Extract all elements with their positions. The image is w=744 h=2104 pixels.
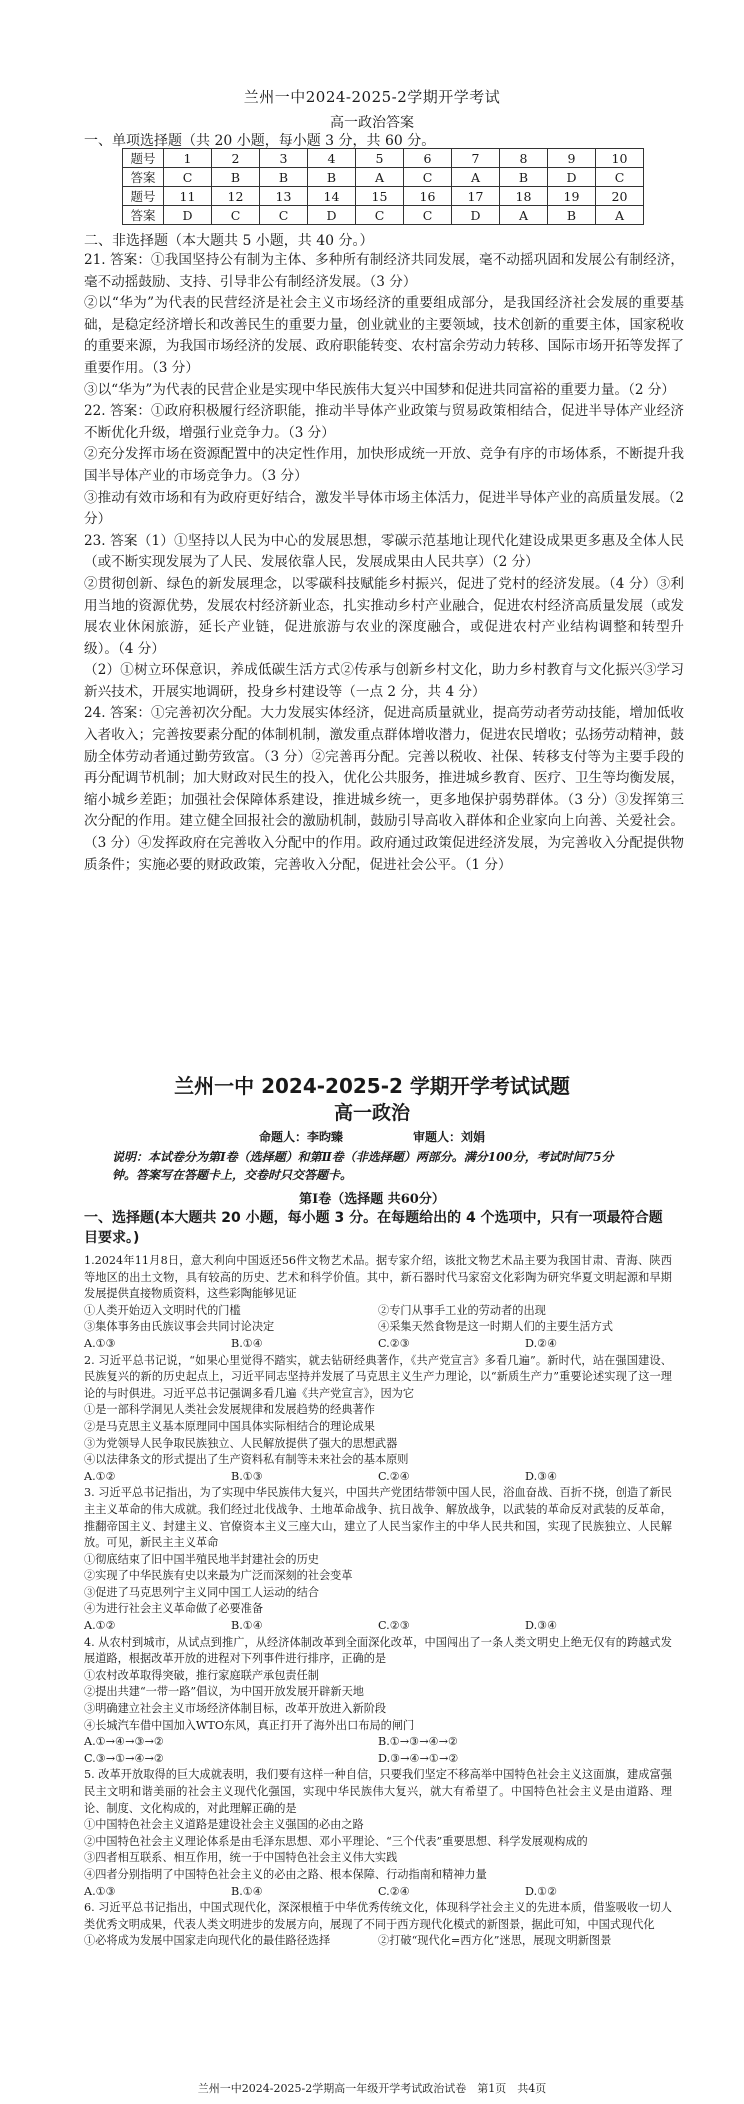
question-option: ②实现了中华民族有史以来最为广泛而深刻的社会变革 xyxy=(84,1569,353,1583)
answer-choice: C.②③ xyxy=(378,1619,410,1633)
question-stem: 2. 习近平总书记说，“如果心里觉得不踏实，就去钻研经典著作，《共产党宣言》多看几遍”。新时代，站在强国建设、民族复兴的新的历史起点上，习近平同志坚持并发展了马克思主义生产力理论，以“新质生产力”重要论述实现了这一理论的与时俱进。习近平总书记强调多看几遍《共产党宣言》，因为它 xyxy=(84,1353,672,1400)
question-list xyxy=(84,1253,672,1950)
answer-choice: D.③④ xyxy=(525,1469,558,1483)
answer-table-cell: D xyxy=(164,206,212,225)
answer-table-cell: 18 xyxy=(500,187,548,206)
exam-title: 兰州一中 2024-2025-2 学期开学考试试题 xyxy=(174,1074,570,1098)
answer-paragraph: ②充分发挥市场在资源配置中的决定性作用，加快形成统一开放、竞争有序的市场体系，不断提升我国半导体产业的市场竞争力。（3 分） xyxy=(84,446,684,484)
answer-table-row xyxy=(123,149,644,168)
exam-reviewer: 审题人：刘娟 xyxy=(413,1130,486,1144)
answer-sheet-subtitle: 高一政治答案 xyxy=(330,115,414,131)
answer-table-cell: D xyxy=(452,206,500,225)
question-option: ③明确建立社会主义市场经济体制目标，改革开放进入新阶段 xyxy=(84,1702,387,1716)
choice-section-heading: 一、选择题(本大题共 20 小题，每小题 3 分。在每题给出的 4 个选项中，只有一项最符合题目要求。) xyxy=(84,1210,663,1246)
answer-body xyxy=(84,250,684,876)
answer-table-row xyxy=(123,206,644,225)
answer-table-cell: 16 xyxy=(404,187,452,206)
answer-table xyxy=(122,148,644,225)
answer-paragraph: 24. 答案：①完善初次分配。大力发展实体经济，促进高质量就业，提高劳动者劳动技能，增加低收入者收入；完善按要素分配的体制机制，激发重点群体增收潜力，促进农民增收；弘扬劳动精神，鼓励全体劳动者通过勤劳致富。（3 分）②完善再分配。完善以税收、社保、转移支付等为主要手段的再分配调节机制；加大财政对民生的投入，优化公共服务，推进城乡教育、医疗、卫生等均衡发展，缩小城乡差距；加强社会保障体系建设，推进城乡统一，更多地保护弱势群体。（3 分）③发挥第三次分配的作用。建立健全回报社会的激励机制，鼓励引导高收入群体和企业家向上向善、关爱社会。（3 分）④发挥政府在完善收入分配中的作用。政府通过政策促进经济发展，为完善收入分配提供物质条件；实施必要的财政政策，完善收入分配，促进社会公平。（1 分） xyxy=(84,705,684,873)
question-stem: 6. 习近平总书记指出，中国式现代化，深深根植于中华优秀传统文化，体现科学社会主义的先进本质，借鉴吸收一切人类优秀文明成果，代表人类文明进步的发展方向，展现了不同于西方现代化模式的新图景，据此可知，中国式现代化 xyxy=(84,1901,672,1931)
answer-table-cell: D xyxy=(308,206,356,225)
page-footer: 兰州一中2024-2025-2学期高一年级开学考试政治试卷 第1页 共4页 xyxy=(197,2082,547,2095)
answer-choice: A.①② xyxy=(84,1619,116,1633)
answer-choice: C.②④ xyxy=(378,1884,410,1898)
answer-table-row-header: 答案 xyxy=(123,206,164,225)
answer-table-row-header: 题号 xyxy=(123,149,164,168)
question-option: ②专门从事手工业的劳动者的出现 xyxy=(378,1303,546,1317)
answer-table-cell: B xyxy=(548,206,596,225)
answer-choice: C.②③ xyxy=(378,1336,410,1350)
question-stem: 5. 改革开放取得的巨大成就表明，我们要有这样一种自信，只要我们坚定不移高举中国特色社会主义这面旗，建成富强民主文明和谐美丽的社会主义现代化强国，实现中华民族伟大复兴，就大有希望了。中国特色社会主义是由道路、理论、制度、文化构成的，对此理解正确的是 xyxy=(84,1768,672,1815)
answer-table-cell: 4 xyxy=(308,149,356,168)
answer-choice: B.①→③→④→② xyxy=(378,1735,459,1749)
exam-notice: 说明：本试卷分为第Ⅰ卷（选择题）和第Ⅱ卷（非选择题）两部分。满分100分，考试时间75分钟。答案写在答题卡上，交卷时只交答题卡。 xyxy=(112,1150,614,1182)
question-stem: 1.2024年11月8日，意大利向中国返还56件文物艺术品。据专家介绍，该批文物艺术品主要为我国甘肃、青海、陕西等地区的出土文物，具有较高的历史、艺术和科学价值。其中，新石器时代马家窑文化彩陶为研究华夏文明起源和早期发展提供直接物质资料，这些彩陶能够见证 xyxy=(84,1254,672,1301)
answer-choice: A.①③ xyxy=(84,1336,116,1350)
answer-paragraph: 22. 答案：①政府积极履行经济职能，推动半导体产业政策与贸易政策相结合，促进半导体产业经济不断优化升级，增强行业竞争力。（3 分） xyxy=(84,403,684,441)
answer-paragraph: ②贯彻创新、绿色的新发展理念，以零碳科技赋能乡村振兴，促进了党村的经济发展。（4 分）③利用当地的资源优势，发展农村经济新业态，扎实推动乡村产业融合，促进农村经济高质量发展（或发展农业休闲旅游，延长产业链，促进旅游与农业的深度融合，或促进农村产业结构调整和转型升级）。（4 分） xyxy=(84,575,684,657)
answer-table-cell: 6 xyxy=(404,149,452,168)
answer-paragraph: ②以“华为”为代表的民营经济是社会主义市场经济的重要组成部分，是我国经济社会发展的重要基础，是稳定经济增长和改善民生的重要力量，创业就业的主要领域，技术创新的重要主体，国家税收的重要来源，为我国市场经济的发展、政府职能转变、农村富余劳动力转移、国际市场开拓等发挥了重要作用。（3 分） xyxy=(84,295,684,376)
answer-paragraph: ③以“华为”为代表的民营企业是实现中华民族伟大复兴中国梦和促进共同富裕的重要力量。（2 分） xyxy=(84,381,676,398)
answer-table-cell: 19 xyxy=(548,187,596,206)
answer-table-row xyxy=(123,168,644,187)
question-option: ③促进了马克思列宁主义同中国工人运动的结合 xyxy=(84,1585,319,1599)
question-option: ①彻底结束了旧中国半殖民地半封建社会的历史 xyxy=(84,1552,319,1566)
answer-choice: C.②④ xyxy=(378,1469,410,1483)
answer-choice: B.①④ xyxy=(231,1884,263,1898)
answer-table-cell: B xyxy=(500,168,548,187)
answer-choice: A.①→④→③→② xyxy=(84,1735,164,1749)
answer-table-cell: 1 xyxy=(164,149,212,168)
answer-table-row-header: 题号 xyxy=(123,187,164,206)
answer-choice: B.①③ xyxy=(231,1469,263,1483)
question-option: ④长城汽车借中国加入WTO东风，真正打开了海外出口布局的闸门 xyxy=(84,1718,415,1732)
answer-choice: B.①④ xyxy=(231,1336,263,1350)
answer-table-cell: C xyxy=(404,168,452,187)
question-option: ③为党领导人民争取民族独立、人民解放提供了强大的思想武器 xyxy=(84,1436,398,1450)
answer-table-cell: C xyxy=(212,206,260,225)
answer-table-cell: 5 xyxy=(356,149,404,168)
answer-table-cell: 20 xyxy=(596,187,644,206)
question-option: ④采集天然食物是这一时期人们的主要生活方式 xyxy=(378,1320,613,1334)
answer-sheet-page xyxy=(0,0,744,970)
answer-table-cell: B xyxy=(260,168,308,187)
answer-table-cell: 7 xyxy=(452,149,500,168)
question-stem: 3. 习近平总书记指出，为了实现中华民族伟大复兴，中国共产党团结带领中国人民，浴血奋战、百折不挠，创造了新民主主义革命的伟大成就。我们经过北伐战争、土地革命战争、抗日战争、解放战争，以武装的革命反对武装的反革命，推翻帝国主义、封建主义、官僚资本主义三座大山，建立了人民当家作主的中华人民共和国，实现了民族独立、人民解放。可见，新民主主义革命 xyxy=(84,1486,672,1550)
answer-table-cell: B xyxy=(308,168,356,187)
answer-table-cell: 2 xyxy=(212,149,260,168)
answer-choice: A.①③ xyxy=(84,1884,116,1898)
question-option: ②提出共建“一带一路”倡议，为中国开放发展开辟新天地 xyxy=(84,1685,364,1699)
question-option: ①中国特色社会主义道路是建设社会主义强国的必由之路 xyxy=(84,1818,364,1832)
question-option: ②打破“现代化=西方化”迷思，展现文明新图景 xyxy=(378,1934,612,1948)
answer-table-cell: A xyxy=(452,168,500,187)
section2-heading: 二、非选择题（本大题共 5 小题，共 40 分。） xyxy=(84,233,374,249)
question-option: ①人类开始迈入文明时代的门槛 xyxy=(84,1303,241,1317)
answer-table-cell: 13 xyxy=(260,187,308,206)
answer-table-cell: C xyxy=(596,168,644,187)
section1-heading: 一、单项选择题（共 20 小题，每小题 3 分，共 60 分。 xyxy=(84,133,436,149)
exam-page xyxy=(0,1048,744,2104)
answer-table-cell: A xyxy=(500,206,548,225)
answer-table-cell: C xyxy=(260,206,308,225)
question-option: ④四者分别指明了中国特色社会主义的必由之路、根本保障、行动指南和精神力量 xyxy=(84,1867,487,1881)
answer-table-row-header: 答案 xyxy=(123,168,164,187)
answer-table-cell: A xyxy=(596,206,644,225)
answer-choice: D.③④ xyxy=(525,1619,558,1633)
question-option: ③集体事务由氏族议事会共同讨论决定 xyxy=(84,1320,275,1334)
question-option: ④为进行社会主义革命做了必要准备 xyxy=(84,1602,264,1616)
exam-subtitle: 高一政治 xyxy=(333,1102,410,1124)
exam-author: 命题人：李昀臻 xyxy=(258,1130,343,1144)
answer-sheet-title: 兰州一中2024-2025-2学期开学考试 xyxy=(243,88,501,106)
answer-paragraph: 23. 答案（1）①坚持以人民为中心的发展思想，零碳示范基地让现代化建设成果更多惠及全体人民（或不断实现发展为了人民、发展依靠人民，发展成果由人民共享）（2 分） xyxy=(84,532,684,571)
answer-table-cell: D xyxy=(548,168,596,187)
answer-table-cell: 3 xyxy=(260,149,308,168)
exam-authors xyxy=(0,1128,744,1145)
answer-table-cell: 14 xyxy=(308,187,356,206)
answer-choice: A.①② xyxy=(84,1469,116,1483)
question-option: ②中国特色社会主义理论体系是由毛泽东思想、邓小平理论、“三个代表”重要思想、科学发展观构成的 xyxy=(84,1834,588,1848)
question-option: ①是一部科学洞见人类社会发展规律和发展趋势的经典著作 xyxy=(84,1403,375,1417)
answer-table-cell: A xyxy=(356,168,404,187)
answer-table-cell: C xyxy=(404,206,452,225)
answer-table-cell: 17 xyxy=(452,187,500,206)
question-stem: 4. 从农村到城市，从试点到推广，从经济体制改革到全面深化改革，中国闯出了一条人类文明史上绝无仅有的跨越式发展道路，根据改革开放的进程对下列事件进行排序，正确的是 xyxy=(84,1635,672,1666)
question-option: ①农村改革取得突破，推行家庭联产承包责任制 xyxy=(84,1668,319,1682)
answer-table-cell: B xyxy=(212,168,260,187)
answer-table-cell: 8 xyxy=(500,149,548,168)
answer-paragraph: 21. 答案：①我国坚持公有制为主体、多种所有制经济共同发展，毫不动摇巩固和发展公有制经济，毫不动摇鼓励、支持、引导非公有制经济发展。（3 分） xyxy=(84,252,684,290)
answer-table-cell: 10 xyxy=(596,149,644,168)
answer-choice: B.①④ xyxy=(231,1619,263,1633)
answer-choice: D.③→④→①→② xyxy=(378,1751,459,1765)
answer-choice: C.③→①→④→② xyxy=(84,1751,164,1765)
answer-choice: D.②④ xyxy=(525,1336,558,1350)
answer-table-row xyxy=(123,187,644,206)
question-option: ④以法律条文的形式提出了生产资料私有制等未来社会的基本原则 xyxy=(84,1453,409,1467)
question-option: ③四者相互联系、相互作用，统一于中国特色社会主义伟大实践 xyxy=(84,1851,398,1865)
answer-paragraph: （2）①树立环保意识，养成低碳生活方式②传承与创新乡村文化，助力乡村教育与文化振兴③学习新兴技术，开展实地调研，投身乡村建设等（一点 2 分，共 4 分） xyxy=(84,662,684,700)
answer-table-cell: 15 xyxy=(356,187,404,206)
question-option: ①必将成为发展中国家走向现代化的最佳路径选择 xyxy=(84,1934,331,1948)
question-option: ②是马克思主义基本原理同中国具体实际相结合的理论成果 xyxy=(84,1419,375,1433)
answer-table-cell: C xyxy=(356,206,404,225)
answer-table-cell: 9 xyxy=(548,149,596,168)
answer-paragraph: ③推动有效市场和有为政府更好结合，激发半导体市场主体活力，促进半导体产业的高质量发展。（2 分） xyxy=(84,489,684,528)
answer-choice: D.①② xyxy=(525,1884,558,1898)
volume-heading: 第Ⅰ卷（选择题 共60分） xyxy=(299,1192,445,1207)
answer-table-cell: 12 xyxy=(212,187,260,206)
answer-table-cell: 11 xyxy=(164,187,212,206)
answer-table-cell: C xyxy=(164,168,212,187)
